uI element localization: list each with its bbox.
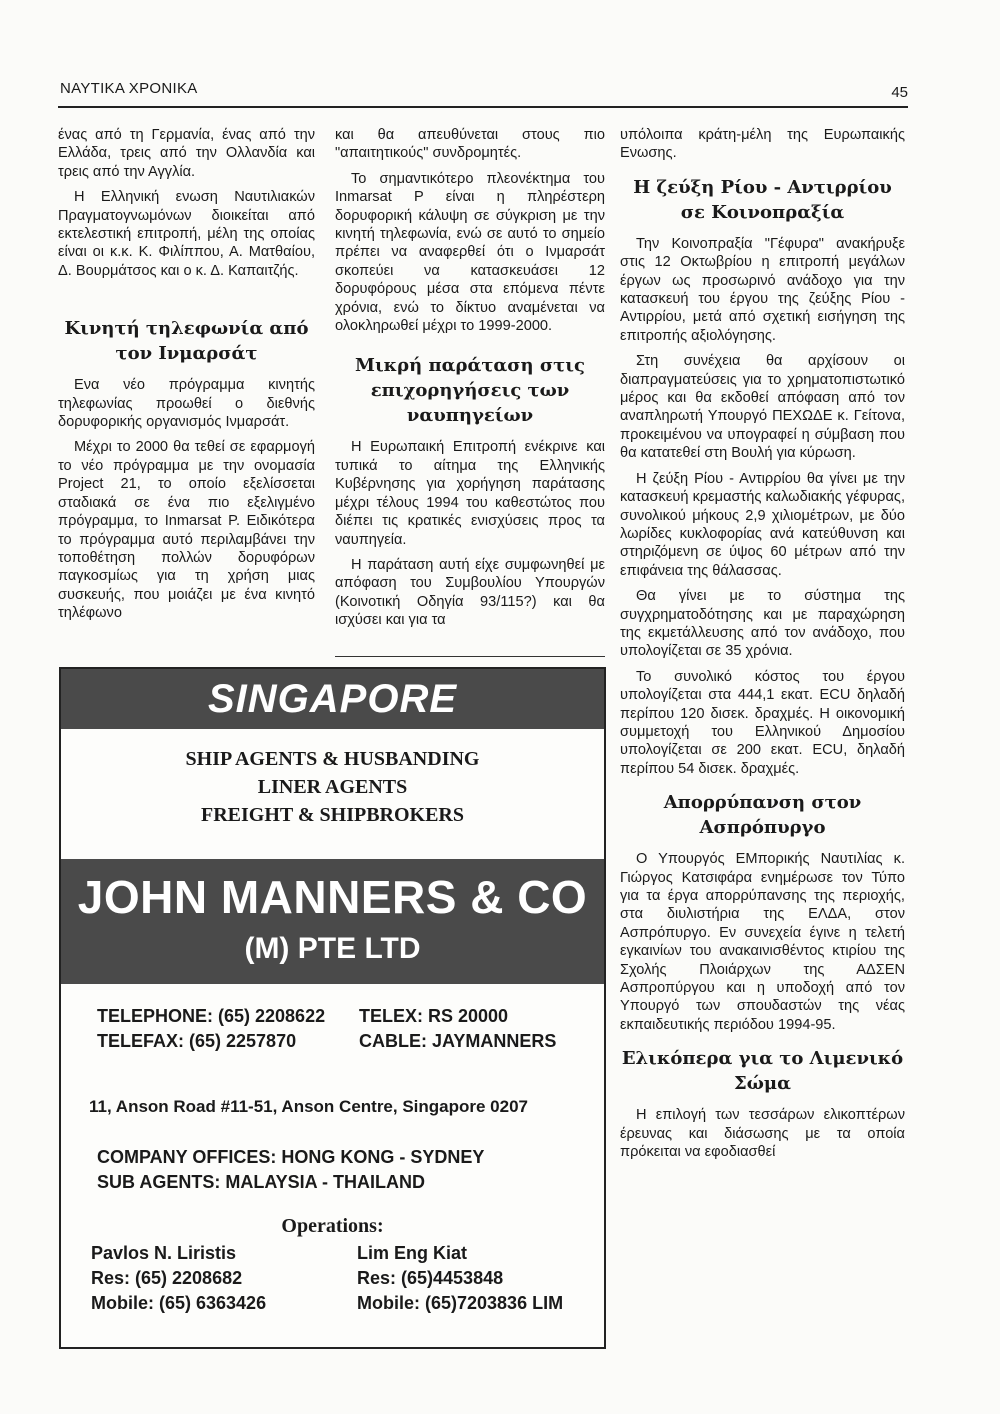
- article-heading: Απορρύπανση στον Ασπρόπυργο: [663, 792, 862, 839]
- paragraph: Μέχρι το 2000 θα τεθεί σε εφαρμογή το νέο πρόγραμμα με την ονομασία Project 21, το οποίο εξελίσσεται σταδιακά σε ένα πιο εξελιγμένο πρόγραμμα, το Inmarsat P. Ειδικότερα το πρόγραμμα αυτό περιλαμβάνει την τοποθέτηση πολλών δορυφόρων παγκοσμίως για τη χρήση μιας συσκευής, που μοιάζει με ένα κινητό τηλέφωνο: [58, 439, 315, 622]
- service-line: SHIP AGENTS & HUSBANDING: [185, 748, 480, 770]
- person-name: Lim Eng Kiat: [357, 1243, 468, 1263]
- article-column-3: [620, 126, 905, 1168]
- article-heading: Η ζεύξη Ρίου - Αντιρρίου σε Κοινοπραξία: [633, 176, 892, 223]
- article-heading: Μικρή παράταση στις επιχορηγήσεις των ναυπηγείων: [355, 355, 585, 427]
- ad-services: [61, 745, 604, 829]
- paragraph: Η Ευρωπαική Επιτροπή ενέκρινε και τυπικά το αίτημα της Ελληνικής Κυβέρνησης για χορήγηση παράτασης μέχρι τέλους 1994 του καθεστώτος που διέπει τις κρατικές ενισχύσεις προς τα ναυπηγεία.: [335, 439, 605, 548]
- person-name: Pavlos N. Liristis: [91, 1243, 237, 1263]
- magazine-title: ΝΑΥΤΙΚΑ ΧΡΟΝΙΚΑ: [60, 80, 198, 97]
- cable: CABLE: JAYMANNERS: [359, 1031, 557, 1051]
- contact-person-2: [357, 1241, 563, 1316]
- person-res: Res: (65)4453848: [357, 1268, 504, 1288]
- ad-title: SINGAPORE: [61, 669, 604, 729]
- paragraph: Ο Υπουργός ΕΜπορικής Ναυτιλίας κ. Γιώργος Κατσιφάρα ενημέρωσε τον Τύπο για τα έργα απορρύπανσης της περιοχής, στα διυλιστήρια της ΕΛΔΑ, στον Ασπρόπυργο. Εν συνεχεία έγινε η τελετή εγκαινίων του ανακαινισθέντος κτιρίου της Σχολής Πλοιάρχων της ΑΔΣΕΝ Ασπροπύργου και η υποδοχή από τον Υπουργό των σπουδαστών της νέας εκπαιδευτικής περιόδου 1994-95.: [620, 851, 905, 1033]
- paragraph: Θα γίνει με το σύστημα της συγχρηματοδότησης και με παραχώρηση της εκμετάλλευσης από τον ανάδοχο, που υπολογίζεται σε 35 χρόνια.: [620, 588, 905, 660]
- paragraph: Την Κοινοπραξία "Γέφυρα" ανακήρυξε στις 12 Οκτωβρίου η επιτροπή μεγάλων έργων ως προσωρινό ανάδοχο για την κατασκευή του έργου της ζεύξης Ρίου - Αντιρρίου, μετά από σχετική εισήγηση της επιτροπής αξιολόγησης.: [620, 235, 905, 344]
- address: 11, Anson Road #11-51, Anson Centre, Singapore 0207: [89, 1097, 528, 1116]
- paragraph: Το συνολικό κόστος του έργου υπολογίζεται στα 444,1 εκατ. ECU δηλαδή περίπου 120 δισεκ. δραχμές. Η οικονομική συμμετοχή του Ελληνικού Δημοσίου υπολογίζεται σε 200 εκατ. ECU, δηλαδή περίπου 54 δισεκ. δραχμές.: [620, 668, 905, 777]
- paragraph: ένας από τη Γερμανία, ένας από την Ελλάδα, τρεις από την Ολλανδία και τρεις από την Αγγλία.: [58, 127, 315, 180]
- company-name: JOHN MANNERS & CO: [77, 871, 588, 923]
- page-header: [58, 76, 908, 108]
- telephone: TELEPHONE: (65) 2208622: [97, 1006, 326, 1026]
- page-number: 45: [891, 84, 908, 101]
- person-res: Res: (65) 2208682: [91, 1268, 243, 1288]
- telex: TELEX: RS 20000: [359, 1006, 509, 1026]
- company-suffix: (M) PTE LTD: [244, 932, 421, 965]
- article-column-1: [58, 126, 315, 630]
- paragraph: υπόλοιπα κράτη-μέλη της Ευρωπαικής Ενωσης.: [620, 127, 905, 162]
- paragraph: Ενα νέο πρόγραμμα κινητής τηλεφωνίας προωθεί ο διεθνής δορυφορικής οργανισμός Ινμαρσάτ.: [58, 377, 315, 431]
- article-heading: Κινητή τηλεφωνία από τον Ινμαρσάτ: [64, 318, 309, 365]
- service-line: FREIGHT & SHIPBROKERS: [200, 804, 465, 826]
- article-column-2: [335, 126, 605, 637]
- column-divider: [335, 656, 605, 657]
- sub-agents: SUB AGENTS: MALAYSIA - THAILAND: [97, 1172, 425, 1192]
- operations-title: Operations:: [281, 1215, 384, 1237]
- paragraph: Η επιλογή των τεσσάρων ελικοπτέρων έρευνας και διάσωσης με τα οποία πρόκειται να εφοδιασθεί: [620, 1107, 905, 1161]
- company-offices: COMPANY OFFICES: HONG KONG - SYDNEY: [97, 1147, 485, 1167]
- paragraph: και θα απευθύνεται στους πιο "απαιτητικούς" συνδρομητές.: [335, 127, 605, 162]
- paragraph: Το σημαντικότερο πλεονέκτημα του Inmarsat P είναι η πληρέστερη δορυφορική κάλυψη σε σύγκριση με την κινητή τηλεφωνία, ενώ σε αυτό το σημείο πρέπει να αναφερθεί ότι ο Ινμαρσάτ σκοπεύει να κατασκευάσει 12 δορυφόρους μέσα στα επόμενα πέντε χρόνια, ενώ το δίκτυο αναμένεται να ολοκληρωθεί μέχρι το 1999-2000.: [335, 170, 605, 335]
- service-line: LINER AGENTS: [257, 776, 408, 798]
- telefax: TELEFAX: (65) 2257870: [97, 1031, 297, 1051]
- paragraph: Η παράταση αυτή είχε συμφωνηθεί με απόφαση του Συμβουλίου Υπουργών (Κοινοτική Οδηγία 93/115?) και θα ισχύσει και για τα: [335, 556, 605, 629]
- offices-block: [97, 1145, 484, 1195]
- paragraph: Στη συνέχεια θα αρχίσουν οι διαπραγματεύσεις για το χρηματοπιστωτικό μέρος και θα εκδοθεί απόφαση από τον αναπληρωτή Υπουργό ΠΕΧΩΔΕ κ. Γείτονα, προκειμένου να υπογραφεί η σύμβαση που θα κατατεθεί στη Βουλή για κύρωση.: [620, 353, 905, 462]
- advertisement: [59, 667, 606, 1349]
- contact-person-1: [91, 1241, 266, 1316]
- paragraph: Η ζεύξη Ρίου - Αντιρρίου θα γίνει με την κατασκευή κρεμαστής καλωδιακής γέφυρας, συνολικού μήκους 2,9 χιλιομέτρων, με δύο λωρίδες κυκλοφορίας ανά κατεύθυνση και στηριζόμενη σε ύψος 60 μέτρων από την επιφάνεια της θάλασσας.: [620, 470, 905, 579]
- paragraph: Η Ελληνική ενωση Ναυτιλιακών Πραγματογνωμόνων διοικείται από εκτελεστική επιτροπή, μέλη της οποίας είναι οι κ.κ. Κ. Φιλίππου, Α. Ματθαίου, Δ. Βουρμάτσος και ο κ. Δ. Καπαιτζής.: [58, 189, 315, 279]
- company-name-band: [61, 859, 604, 984]
- article-heading: Ελικόπερα για το Λιμενικό Σώμα: [621, 1048, 904, 1095]
- person-mobile: Mobile: (65)7203836 LIM: [357, 1293, 564, 1313]
- person-mobile: Mobile: (65) 6363426: [91, 1293, 267, 1313]
